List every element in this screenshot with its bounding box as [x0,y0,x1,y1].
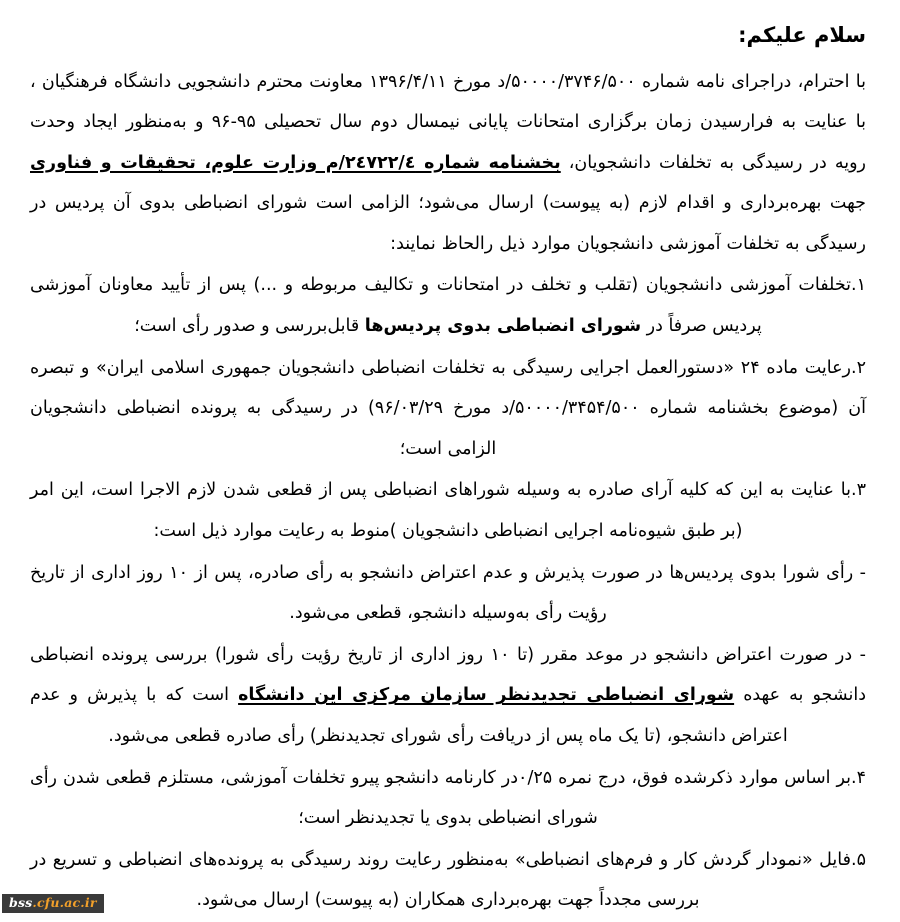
list-item-3 [30,470,866,551]
sub-item-2-marker: - [859,644,866,665]
intro-text-after: جهت بهره‌برداری و اقدام لازم (به پیوست) ارسال می‌شود؛ الزامی است شورای انضباطی بدوی آن پردیس در رسیدگی به تخلفات آموزشی دانشجویان موارد ذیل رالحاظ نمایند: [30,193,866,254]
watermark-secondary-text: .cfu.ac.ir [32,894,97,910]
intro-text-before: با احترام، دراجرای نامه شماره ۵۰۰۰۰/۳۷۴۶/۵۰۰/د مورخ ۱۳۹۶/۴/۱۱ معاونت محترم دانشجویی دانشگاه فرهنگیان ، با عنایت به فرارسیدن زمان برگزاری امتحانات پایانی نیمسال دوم سال تحصیلی ۹۵-۹۶ و به‌منظور ایجاد وحدت رویه در رسیدگی به تخلفات دانشجویان، [30,71,867,173]
sub-item-2-emphasis-appeal-council: شورای انضباطی تجدیدنظر سازمان مرکزی این دانشگاه [238,685,735,706]
list-item-1-text-before: تخلفات آموزشی دانشجویان (تقلب و تخلف در امتحانات و تکالیف مربوطه و ...) پس از تأیید معاونان آموزشی پردیس صرفاً در [30,275,852,337]
sub-item-2-text-before: در صورت اعتراض دانشجو در موعد مقرر (تا ۱۰ روز اداری از تاریخ رؤیت رأی شورا) بررسی پرونده انضباطی دانشجو به عهده [30,644,866,706]
list-item-4 [30,758,866,839]
list-item-5-marker: ۵. [851,849,866,870]
list-item-1-marker: ۱. [851,275,866,296]
salutation-heading: سلام علیکم: [738,23,866,47]
list-item-2-marker: ۲. [851,357,866,378]
sub-item-1 [30,553,866,634]
sub-item-1-text: رأی شورا بدوی پردیس‌ها در صورت پذیرش و عدم اعتراض دانشجو به رأی صادره، پس از ۱۰ روز اداری از تاریخ رؤیت رأی به‌وسیله دانشجو، قطعی می‌شود. [30,562,854,624]
sub-item-1-marker: - [859,562,866,583]
sub-item-2 [30,635,866,757]
list-item-2-text-before: رعایت ماده ۲۴ «دستورالعمل اجرایی رسیدگی به تخلفات انضباطی دانشجویان جمهوری اسلامی ایران» و تبصره آن (موضوع بخشنامه شماره ۵۰۰۰۰/۳۴۵۴/۵۰۰/د مورخ ۹۶/۰۳/۲۹) در رسیدگی به پرونده انضباطی دانشجویان الزامی است؛ [30,357,866,459]
list-item-4-marker: ۴. [851,767,866,788]
list-item-1-text-after: قابل‌بررسی و صدور رأی است؛ [134,316,365,337]
sub-item-2-text-after: است که با پذیرش و عدم اعتراض دانشجو، (تا یک ماه پس از دریافت رأی شورای تجدیدنظر) رأی صادره قطعی می‌شود. [30,685,788,746]
intro-emphasis-circular-number: بخشنامه شماره ٢٤٧٢٢/٤/م وزارت علوم، تحقیقات و فناوری [30,152,561,173]
list-item-3-marker: ۳. [851,480,866,501]
intro-paragraph [30,62,866,265]
list-item-4-text: بر اساس موارد ذکرشده فوق، درج نمره ۰/۲۵در کارنامه دانشجو پیرو تخلفات آموزشی، مستلزم قطعی شدن رأی شورای انضباطی بدوی یا تجدیدنظر است؛ [30,767,852,829]
list-item-2 [30,348,866,470]
watermark-primary-text: bss [9,894,33,910]
list-item-1 [30,265,866,346]
list-item-5-text: فایل «نمودار گردش کار و فرم‌های انضباطی» به‌منظور رعایت روند رسیدگی به پرونده‌های انضباطی و تسریع در بررسی مجدداً جهت بهره‌برداری همکاران (به پیوست) ارسال می‌شود. [30,849,852,911]
site-watermark-badge [2,894,104,914]
list-item-1-emphasis: شورای انضباطی بدوی پردیس‌ها [364,316,642,337]
list-item-3-text-before: با عنایت به این که کلیه آرای صادره به وسیله شوراهای انضباطی پس از قطعی شدن لازم الاجرا است، این امر (بر طبق شیوه‌نامه اجرایی انضباطی دانشجویان )منوط به رعایت موارد ذیل است: [30,480,852,542]
list-item-5 [30,840,866,921]
